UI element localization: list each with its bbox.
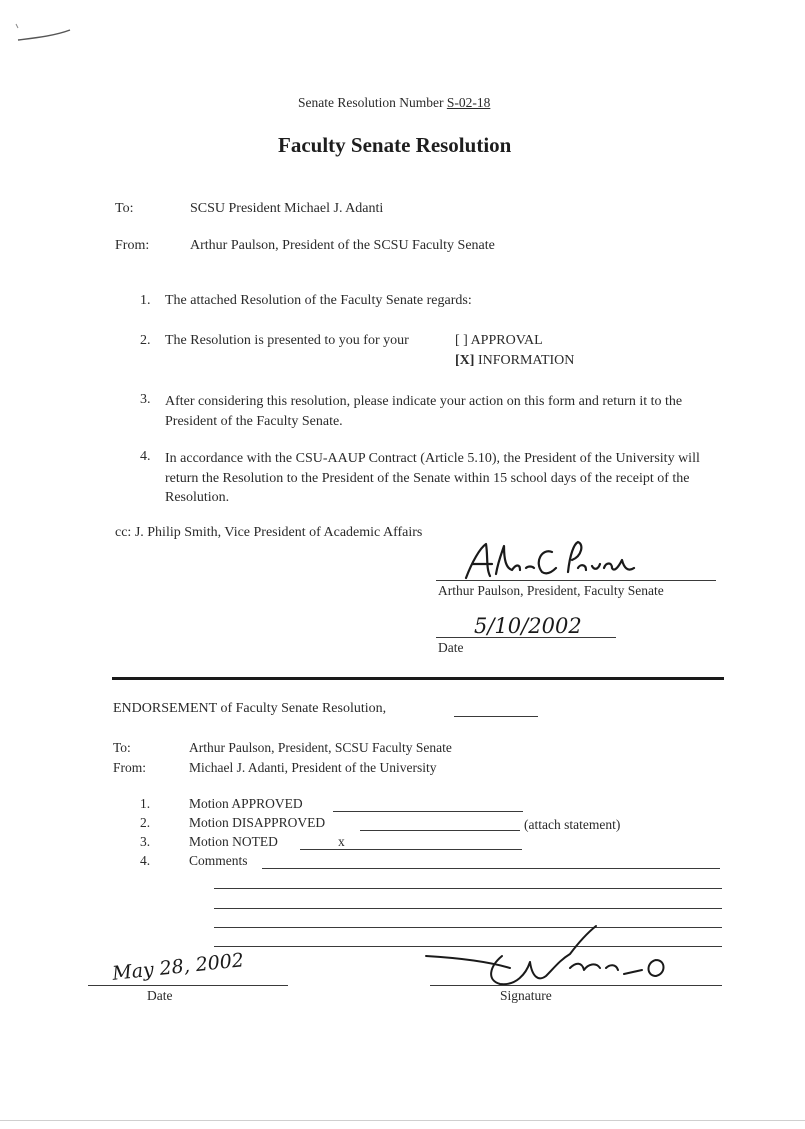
signer-name: Arthur Paulson, President, Faculty Senate (438, 583, 664, 598)
section-divider (112, 677, 724, 680)
page-title: Faculty Senate Resolution (278, 133, 512, 157)
motion-suffix: (attach statement) (524, 817, 621, 832)
comments-line (262, 868, 720, 869)
motion-number: 1. (140, 796, 151, 811)
memo-to-label: To: (115, 201, 134, 216)
adanti-signature-icon (420, 916, 690, 996)
endorsement-from-value: Michael J. Adanti, President of the University (189, 760, 437, 775)
date-label: Date (438, 640, 464, 655)
resolution-number-label: Senate Resolution Number (298, 95, 444, 110)
item-text: In accordance with the CSU-AAUP Contract (Article 5.10), the President of the University will return the Resolution to the President of the Senate within 15 school days of the receipt of the Resolution. (165, 451, 700, 505)
motion-number: 2. (140, 815, 151, 830)
endorsement-date-label: Date (147, 988, 173, 1003)
item-number: 4. (140, 449, 151, 464)
endorsement-signature-line (430, 985, 722, 986)
motion-number: 4. (140, 853, 151, 868)
handwritten-date: 5/10/2002 (474, 614, 582, 638)
motion-label: Motion NOTED (189, 834, 278, 849)
approval-checkbox: [ ] (455, 333, 468, 348)
item-number: 3. (140, 392, 151, 407)
motion-blank (333, 811, 523, 812)
item-number: 2. (140, 333, 151, 348)
memo-to-value: SCSU President Michael J. Adanti (190, 201, 384, 216)
paulson-signature-icon (462, 538, 642, 586)
information-label: INFORMATION (477, 353, 575, 368)
memo-from-value: Arthur Paulson, President of the SCSU Faculty Senate (190, 238, 495, 253)
motion-blank (360, 830, 520, 831)
signature-line (436, 580, 716, 581)
resolution-number-line (298, 95, 490, 111)
approval-label: APPROVAL (470, 333, 543, 348)
resolution-number: S-02-18 (446, 95, 491, 110)
comments-line (214, 888, 722, 889)
information-checkbox: [X] (455, 353, 475, 368)
motion-label: Comments (189, 853, 248, 868)
endorsement-date-line (88, 985, 288, 986)
motion-blank (300, 849, 522, 850)
scan-edge-line (0, 1120, 805, 1121)
item-number: 1. (140, 293, 151, 308)
endorsement-to-label: To: (113, 740, 131, 755)
information-option (455, 353, 574, 369)
approval-option (455, 333, 543, 349)
motion-number: 3. (140, 834, 151, 849)
endorsement-blank (454, 716, 538, 717)
item-text: The attached Resolution of the Faculty Senate regards: (165, 293, 472, 308)
endorsement-signature-label: Signature (500, 988, 552, 1003)
handwritten-endorsement-date: May 28, 2002 (111, 949, 245, 985)
endorsement-heading: ENDORSEMENT of Faculty Senate Resolution, (113, 701, 387, 716)
date-line (436, 637, 616, 638)
cc-line: cc: J. Philip Smith, Vice President of Academic Affairs (115, 525, 423, 540)
item-text: After considering this resolution, please indicate your action on this form and return it to the President of the Faculty Senate. (165, 394, 683, 429)
endorsement-to-value: Arthur Paulson, President, SCSU Faculty Senate (189, 740, 452, 755)
endorsement-from-label: From: (113, 760, 147, 775)
item-text: The Resolution is presented to you for your (165, 333, 409, 348)
motion-label: Motion DISAPPROVED (189, 815, 326, 830)
stray-mark-icon (14, 20, 74, 46)
comments-line (214, 908, 722, 909)
motion-mark: x (338, 834, 345, 849)
memo-from-label: From: (115, 238, 150, 253)
motion-label: Motion APPROVED (189, 796, 303, 811)
